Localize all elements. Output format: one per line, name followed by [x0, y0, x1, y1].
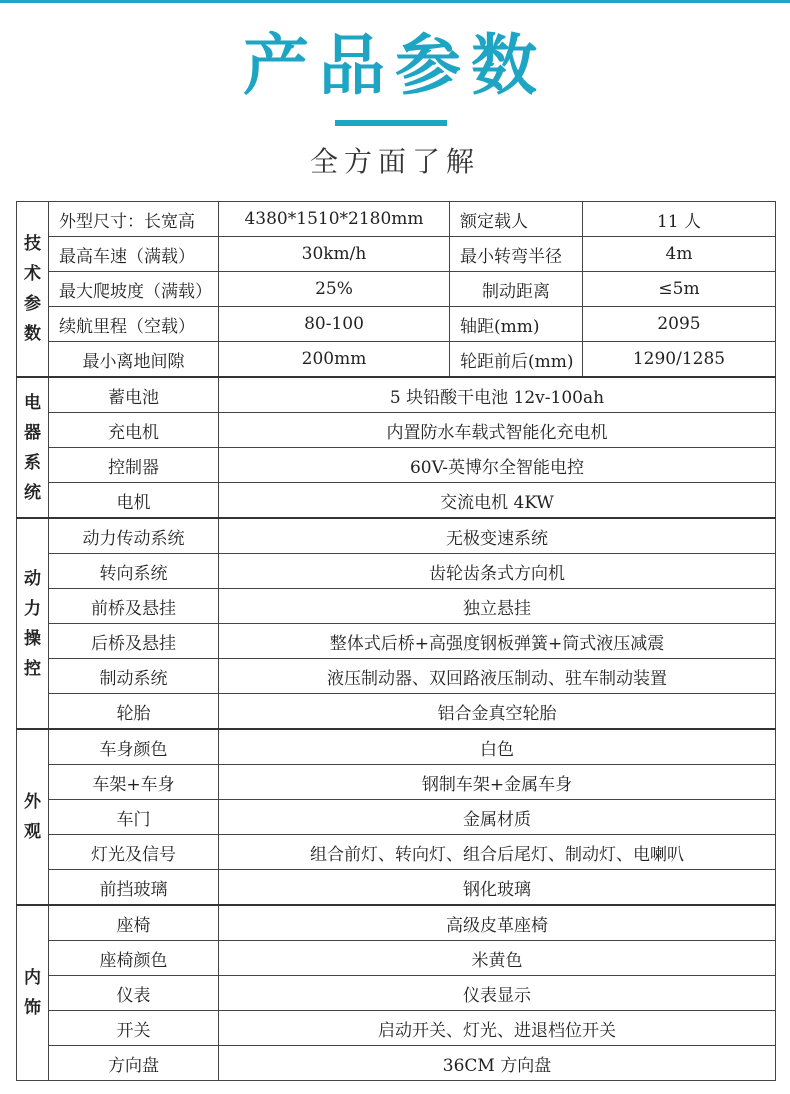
table-row: [17, 870, 776, 906]
param-value: 4380*1510*2180mm: [219, 202, 450, 237]
table-row: [17, 1046, 776, 1081]
table-row: [17, 413, 776, 448]
category-electric: 电 器 系 统: [17, 377, 49, 518]
param-value: 白色: [219, 729, 776, 765]
param-label: 灯光及信号: [49, 835, 219, 870]
param-label: 最高车速（满载）: [49, 237, 219, 272]
table-row: [17, 202, 776, 237]
param-value: 交流电机 4KW: [219, 483, 776, 519]
param-label: 座椅: [49, 905, 219, 941]
title-underline: [335, 120, 447, 126]
param-label: 方向盘: [49, 1046, 219, 1081]
param-label: 充电机: [49, 413, 219, 448]
spec-table: [16, 201, 776, 1081]
table-row: [17, 835, 776, 870]
param-value: 齿轮齿条式方向机: [219, 554, 776, 589]
table-row: [17, 800, 776, 835]
param-label: 轮胎: [49, 694, 219, 730]
param-value: 高级皮革座椅: [219, 905, 776, 941]
param-label: 制动系统: [49, 659, 219, 694]
param-value: 4m: [583, 237, 776, 272]
param-label: 轮距前后(mm): [450, 342, 583, 378]
param-value: 启动开关、灯光、进退档位开关: [219, 1011, 776, 1046]
param-value: 200mm: [219, 342, 450, 378]
table-row: [17, 448, 776, 483]
table-row: [17, 1011, 776, 1046]
param-label: 最小转弯半径: [450, 237, 583, 272]
table-row: [17, 307, 776, 342]
param-label: 最小离地间隙: [49, 342, 219, 378]
param-value: 60V-英博尔全智能电控: [219, 448, 776, 483]
param-value: 30km/h: [219, 237, 450, 272]
param-value: 2095: [583, 307, 776, 342]
table-row: [17, 518, 776, 554]
param-value: ≤5m: [583, 272, 776, 307]
table-row: [17, 941, 776, 976]
param-label: 额定载人: [450, 202, 583, 237]
top-accent-line: [0, 0, 790, 3]
category-power: 动 力 操 控: [17, 518, 49, 729]
param-label: 动力传动系统: [49, 518, 219, 554]
param-value: 独立悬挂: [219, 589, 776, 624]
param-value: 铝合金真空轮胎: [219, 694, 776, 730]
table-row: [17, 377, 776, 413]
param-label: 转向系统: [49, 554, 219, 589]
param-label: 前挡玻璃: [49, 870, 219, 906]
param-label: 开关: [49, 1011, 219, 1046]
table-row: [17, 694, 776, 730]
param-label: 前桥及悬挂: [49, 589, 219, 624]
page-title: 产品参数: [243, 27, 547, 104]
param-value: 1290/1285: [583, 342, 776, 378]
param-label: 外型尺寸：长宽高: [49, 202, 219, 237]
table-row: [17, 589, 776, 624]
param-value: 80-100: [219, 307, 450, 342]
param-label: 仪表: [49, 976, 219, 1011]
param-label: 座椅颜色: [49, 941, 219, 976]
category-tech: 技 术 参 数: [17, 202, 49, 378]
param-label: 续航里程（空载）: [49, 307, 219, 342]
param-label: 制动距离: [450, 272, 583, 307]
param-label: 车架+车身: [49, 765, 219, 800]
param-label: 控制器: [49, 448, 219, 483]
table-row: [17, 976, 776, 1011]
param-value: 无极变速系统: [219, 518, 776, 554]
category-exterior: 外 观: [17, 729, 49, 905]
table-row: [17, 905, 776, 941]
table-row: [17, 765, 776, 800]
table-row: [17, 483, 776, 519]
param-label: 蓄电池: [49, 377, 219, 413]
param-label: 后桥及悬挂: [49, 624, 219, 659]
param-value: 钢制车架+金属车身: [219, 765, 776, 800]
param-value: 仪表显示: [219, 976, 776, 1011]
param-value: 液压制动器、双回路液压制动、驻车制动装置: [219, 659, 776, 694]
page-subtitle: 全方面了解: [309, 145, 480, 178]
param-value: 5 块铅酸干电池 12v-100ah: [219, 377, 776, 413]
param-value: 36CM 方向盘: [219, 1046, 776, 1081]
category-interior: 内 饰: [17, 905, 49, 1081]
param-value: 组合前灯、转向灯、组合后尾灯、制动灯、电喇叭: [219, 835, 776, 870]
param-value: 内置防水车载式智能化充电机: [219, 413, 776, 448]
table-row: [17, 659, 776, 694]
param-label: 车身颜色: [49, 729, 219, 765]
table-row: [17, 237, 776, 272]
param-value: 整体式后桥+高强度钢板弹簧+筒式液压减震: [219, 624, 776, 659]
param-value: 米黄色: [219, 941, 776, 976]
table-row: [17, 272, 776, 307]
table-row: [17, 342, 776, 378]
table-row: [17, 624, 776, 659]
param-value: 11 人: [583, 202, 776, 237]
param-label: 电机: [49, 483, 219, 519]
param-value: 金属材质: [219, 800, 776, 835]
param-label: 轴距(mm): [450, 307, 583, 342]
param-value: 钢化玻璃: [219, 870, 776, 906]
table-row: [17, 554, 776, 589]
table-row: [17, 729, 776, 765]
param-value: 25%: [219, 272, 450, 307]
param-label: 车门: [49, 800, 219, 835]
param-label: 最大爬坡度（满载）: [49, 272, 219, 307]
